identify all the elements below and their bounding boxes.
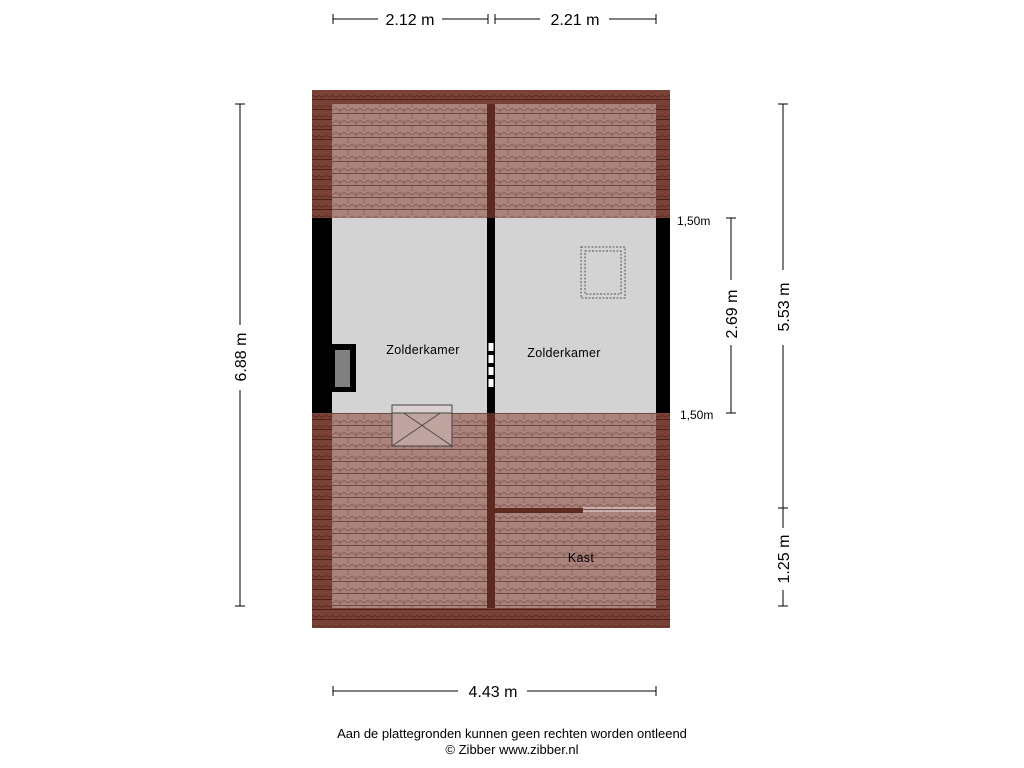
floor-area	[312, 218, 670, 446]
footer-copyright: © Zibber www.zibber.nl	[445, 742, 579, 757]
center-wall-upper	[487, 218, 495, 338]
footer-disclaimer: Aan de plattegronden kunnen geen rechten worden ontleend	[337, 726, 687, 741]
dimension-right-lower: 1.25 m	[776, 534, 793, 584]
kast-wall	[495, 508, 583, 513]
dimension-bottom-label: 4.43 m	[468, 684, 518, 701]
dimension-room-height: 2.69 m	[724, 289, 741, 339]
left-wall	[312, 218, 332, 413]
height-marker-lower: 1,50m	[680, 408, 714, 422]
right-wall	[656, 218, 670, 413]
dimension-left-label: 6.88 m	[233, 332, 250, 382]
door-opening	[487, 338, 495, 398]
dimension-top-right: 2.21 m	[550, 12, 600, 29]
height-marker-upper: 1,50m	[677, 214, 711, 228]
room-label-right: Zolderkamer	[527, 346, 601, 360]
dimension-right	[778, 104, 788, 606]
chimney	[332, 344, 356, 392]
dimension-right-total: 5.53 m	[776, 282, 793, 332]
dimension-top-left: 2.12 m	[385, 12, 435, 29]
center-wall-lower	[487, 398, 495, 413]
room-label-kast: Kast	[567, 551, 595, 565]
room-label-left: Zolderkamer	[386, 343, 460, 357]
attic-hatch	[392, 405, 452, 446]
dimension-top	[333, 14, 656, 24]
